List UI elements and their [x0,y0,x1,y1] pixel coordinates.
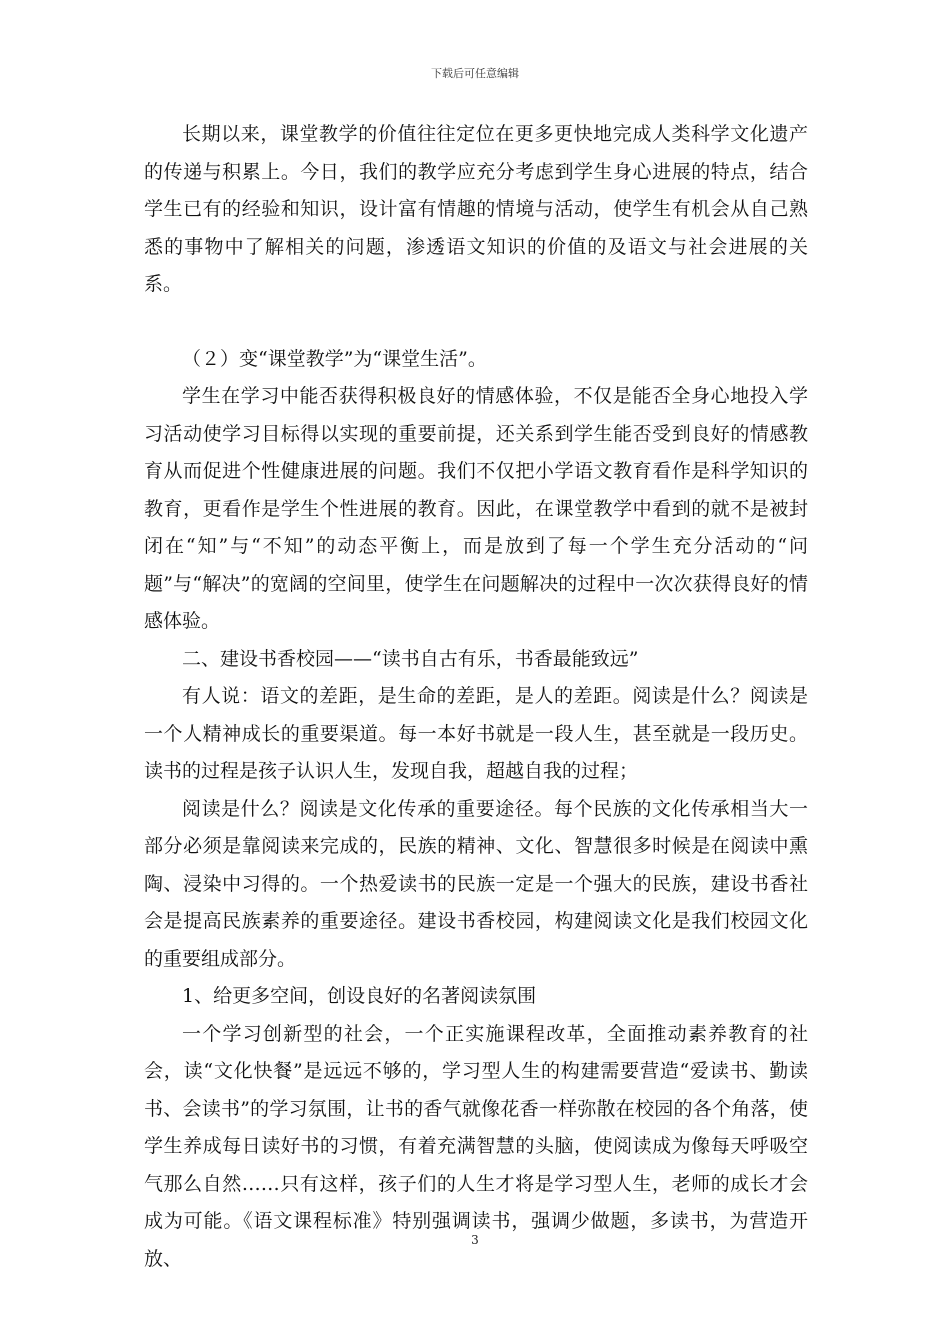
paragraph-learning-society: 一个学习创新型的社会，一个正实施课程改革，全面推动素养教育的社会，读“文化快餐”是远远不够的，学习型人生的构建需要营造“爱读书、勤读书、会读书”的学习氛围，让书的香气就像花香一样弥散在校园的各个角落，使学生养成每日读好书的习惯，有着充满智慧的头脑，使阅读成为像每天呼吸空气那么自然……只有这样，孩子们的人生才将是学习型人生，老师的成长才会成为可能。《语文课程标准》特别强调读书，强调少做题，多读书，为营造开放、 [144,1022,808,1270]
subheading-classroom-life: （２）变“课堂教学”为“课堂生活”。 [182,347,487,370]
paragraph-what-is-reading-2: 阅读是什么？阅读是文化传承的重要途径。每个民族的文化传承相当大一部分必须是靠阅读来完成的，民族的精神、文化、智慧很多时候是在阅读中熏陶、浸染中习得的。一个热爱读书的民族一定是一个强大的民族，建设书香社会是提高民族素养的重要途径。建设书香校园，构建阅读文化是我们校园文化的重要组成部分。 [144,797,808,970]
document-body [144,116,808,1278]
section-heading-book-campus: 二、建设书香校园——“读书自古有乐，书香最能致远” [182,647,639,670]
page-number: 3 [471,1233,479,1247]
page-header-note: 下载后可任意编辑 [431,67,519,80]
paragraph-classroom-value: 长期以来，课堂教学的价值往往定位在更多更快地完成人类科学文化遗产的传递与积累上。今日，我们的教学应充分考虑到学生身心进展的特点，结合学生已有的经验和知识，设计富有情趣的情境与活动，使学生有机会从自己熟悉的事物中了解相关的问题，渗透语文知识的价值的及语文与社会进展的关系。 [144,123,808,295]
paragraph-emotional-experience: 学生在学习中能否获得积极良好的情感体验，不仅是能否全身心地投入学习活动使学习目标得以实现的重要前提，还关系到学生能否受到良好的情感教育从而促进个性健康进展的问题。我们不仅把小学语文教育看作是科学知识的教育，更看作是学生个性进展的教育。因此，在课堂教学中看到的就不是被封闭在“知”与“不知”的动态平衡上，而是放到了每一个学生充分活动的“问题”与“解决”的宽阔的空间里，使学生在问题解决的过程中一次次获得良好的情感体验。 [144,385,808,632]
paragraph-what-is-reading-1: 有人说：语文的差距，是生命的差距，是人的差距。阅读是什么？阅读是一个人精神成长的重要渠道。每一本好书就是一段人生，甚至就是一段历史。读书的过程是孩子认识人生，发现自我，超越自我的过程； [144,685,808,782]
subheading-more-space: 1、给更多空间，创设良好的名著阅读氛围 [182,985,537,1007]
paragraph-gap [144,304,808,341]
